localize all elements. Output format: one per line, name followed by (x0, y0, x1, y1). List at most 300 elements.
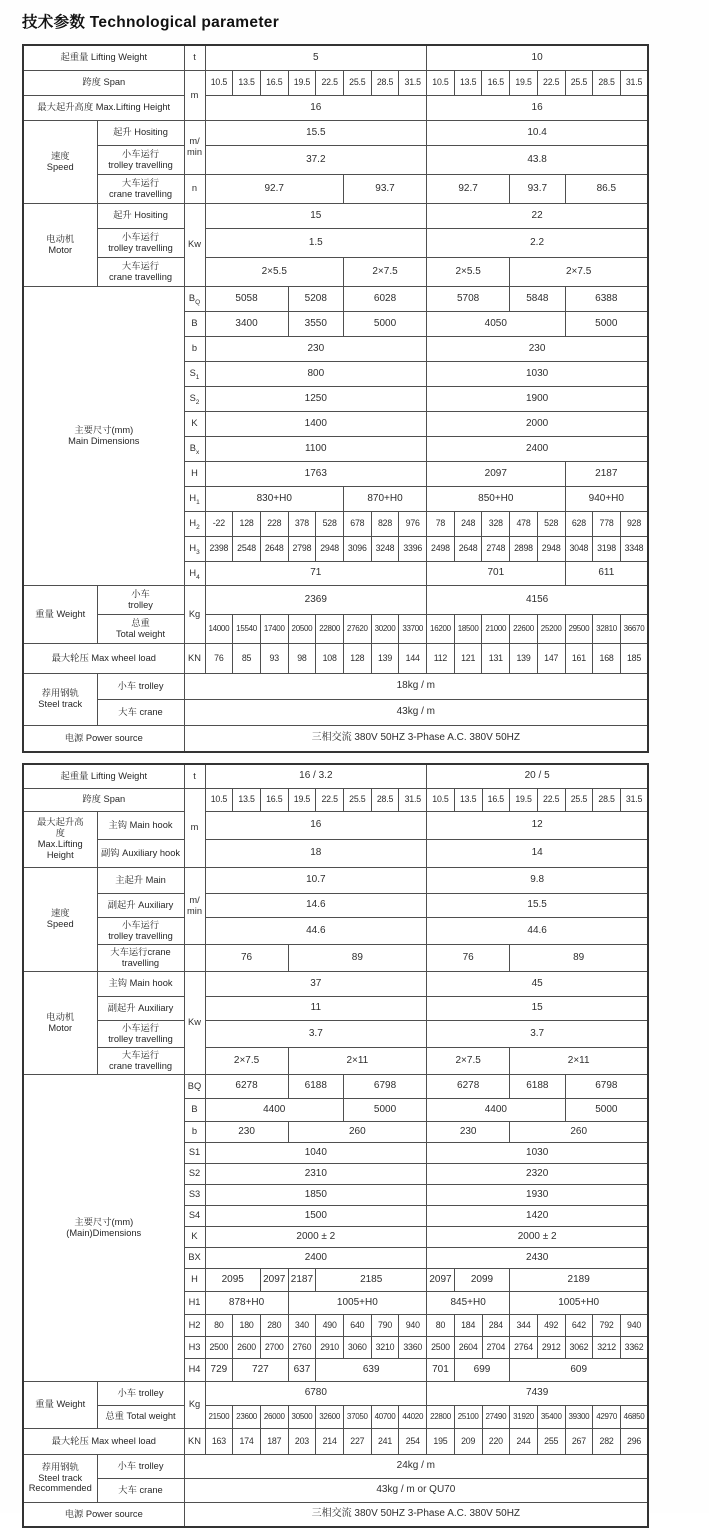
value-cell: 11 (205, 996, 427, 1020)
unit-cell: H3 (184, 1336, 205, 1358)
row-group-label: 重量 Weight (23, 585, 97, 643)
value-cell: 2000 (427, 411, 649, 436)
value-cell: 228 (260, 511, 288, 536)
value-cell: 340 (288, 1314, 316, 1336)
value-cell: 640 (343, 1314, 371, 1336)
value-cell: 628 (565, 511, 593, 536)
value-cell: 800 (205, 361, 427, 386)
value-cell: 850+H0 (427, 486, 565, 511)
value-cell: 22.5 (316, 70, 344, 95)
value-cell: 1250 (205, 386, 427, 411)
value-cell: 46850 (620, 1405, 648, 1428)
value-cell: 2898 (510, 536, 538, 561)
value-cell: 2369 (205, 585, 427, 614)
value-cell: 144 (399, 643, 427, 673)
value-cell: 230 (427, 336, 649, 361)
value-cell: 2095 (205, 1268, 260, 1291)
value-cell: 928 (620, 511, 648, 536)
value-cell: 80 (205, 1314, 233, 1336)
value-cell: 16.5 (260, 788, 288, 811)
value-cell: 25200 (537, 614, 565, 643)
value-cell: 209 (454, 1428, 482, 1454)
value-cell: 870+H0 (343, 486, 426, 511)
value-cell: 2648 (454, 536, 482, 561)
spec-table-16t-20t (22, 763, 649, 1528)
value-cell: 701 (427, 1358, 455, 1381)
row-label: 主钩 Main hook (97, 971, 184, 996)
value-cell: 20 / 5 (427, 764, 649, 788)
value-cell: 5 (205, 45, 427, 70)
row-label: 副起升 Auxiliary (97, 893, 184, 917)
value-cell: 845+H0 (427, 1291, 510, 1314)
value-cell: 44020 (399, 1405, 427, 1428)
row-label: 起升 Hositing (97, 120, 184, 145)
unit-cell: BX (184, 1247, 205, 1268)
value-cell: 6188 (510, 1074, 565, 1098)
value-cell: 98 (288, 643, 316, 673)
value-cell: 940 (620, 1314, 648, 1336)
value-cell: 13.5 (233, 70, 261, 95)
row-label: 小车 trolley (97, 673, 184, 699)
value-cell: 2948 (316, 536, 344, 561)
row-label: 大车运行 crane travelling (97, 1047, 184, 1074)
value-cell: 1420 (427, 1205, 649, 1226)
value-cell: 15 (205, 203, 427, 228)
value-cell: 92.7 (205, 174, 343, 203)
value-cell: 790 (371, 1314, 399, 1336)
value-cell: 31.5 (399, 788, 427, 811)
row-group-label: 荐用钢轨 Steel track Recommended (23, 1454, 97, 1502)
value-cell: 9.8 (427, 867, 649, 893)
unit-cell: H (184, 461, 205, 486)
page-title: 技术参数 Technological parameter (22, 14, 280, 31)
value-cell: 3060 (343, 1336, 371, 1358)
value-cell: 244 (510, 1428, 538, 1454)
row-label: 大车 crane (97, 699, 184, 725)
value-cell: 2099 (454, 1268, 509, 1291)
value-cell: 25.5 (565, 788, 593, 811)
value-cell: 18500 (454, 614, 482, 643)
value-cell: 2400 (205, 1247, 427, 1268)
value-cell: 14.6 (205, 893, 427, 917)
unit-cell: t (184, 45, 205, 70)
value-cell: 4156 (427, 585, 649, 614)
value-cell: 2320 (427, 1163, 649, 1184)
value-cell: 6278 (427, 1074, 510, 1098)
value-cell: 16.5 (482, 788, 510, 811)
value-cell: 248 (454, 511, 482, 536)
value-cell: 22800 (427, 1405, 455, 1428)
unit-cell: S4 (184, 1205, 205, 1226)
value-cell: 76 (205, 944, 288, 971)
value-cell: 10 (427, 45, 649, 70)
value-cell: 32600 (316, 1405, 344, 1428)
value-cell: 940 (399, 1314, 427, 1336)
row-label: 副钩 Auxiliary hook (97, 839, 184, 867)
value-cell: 230 (427, 1121, 510, 1142)
value-cell: 17400 (260, 614, 288, 643)
value-cell: 26000 (260, 1405, 288, 1428)
value-cell: 778 (593, 511, 621, 536)
value-cell: 492 (537, 1314, 565, 1336)
value-cell: 131 (482, 643, 510, 673)
row-group-label: 荐用钢轨 Steel track (23, 673, 97, 725)
value-cell: 33700 (399, 614, 427, 643)
value-cell: 22 (427, 203, 649, 228)
value-cell: 2700 (260, 1336, 288, 1358)
value-cell: 37 (205, 971, 427, 996)
value-cell: 2097 (427, 1268, 455, 1291)
value-cell: 528 (316, 511, 344, 536)
value-cell: 13.5 (454, 70, 482, 95)
value-cell: 71 (205, 561, 427, 585)
value-cell: 43.8 (427, 145, 649, 174)
value-cell: 44.6 (427, 917, 649, 944)
value-cell: 86.5 (565, 174, 648, 203)
value-cell: 2948 (537, 536, 565, 561)
value-cell: 2600 (233, 1336, 261, 1358)
unit-cell: $B_x$ (184, 436, 205, 461)
value-cell: 4400 (427, 1098, 565, 1121)
row-label: 小车运行 trolley travelling (97, 228, 184, 257)
value-cell: 792 (593, 1314, 621, 1336)
value-cell: 85 (233, 643, 261, 673)
unit-cell: H (184, 1268, 205, 1291)
value-cell: 22800 (316, 614, 344, 643)
value-cell: 14 (427, 839, 649, 867)
row-label: 大车 crane (97, 1478, 184, 1502)
value-cell: 15.5 (427, 893, 649, 917)
value-cell: 184 (454, 1314, 482, 1336)
value-cell: 1500 (205, 1205, 427, 1226)
value-cell: 31.5 (620, 788, 648, 811)
value-cell: 5000 (565, 1098, 648, 1121)
value-cell: 161 (565, 643, 593, 673)
value-cell: 1763 (205, 461, 427, 486)
value-cell: 220 (482, 1428, 510, 1454)
value-cell: 5208 (288, 286, 343, 311)
value-cell: 2.2 (427, 228, 649, 257)
row-label: 大车运行 crane travelling (97, 174, 184, 203)
value-cell: 80 (427, 1314, 455, 1336)
value-cell: 284 (482, 1314, 510, 1336)
value-cell: 3210 (371, 1336, 399, 1358)
row-group-label: 电动机 Motor (23, 971, 97, 1074)
row-group-label: 重量 Weight (23, 1381, 97, 1428)
value-cell: 230 (205, 336, 427, 361)
value-cell: 16 (427, 95, 649, 120)
value-cell: 22.5 (537, 70, 565, 95)
value-cell: 36670 (620, 614, 648, 643)
value-cell: 5848 (510, 286, 565, 311)
value-cell: 1030 (427, 1142, 649, 1163)
row-label: 起重量 Lifting Weight (23, 45, 184, 70)
value-cell: 260 (510, 1121, 648, 1142)
value-cell: 2498 (427, 536, 455, 561)
unit-cell: $S_1$ (184, 361, 205, 386)
value-cell: 19.5 (510, 788, 538, 811)
value-cell: 185 (620, 643, 648, 673)
unit-cell: K (184, 411, 205, 436)
row-label: 小车运行 trolley travelling (97, 1020, 184, 1047)
row-label: 小车 trolley (97, 1454, 184, 1478)
value-cell: 19.5 (288, 70, 316, 95)
unit-cell: m (184, 788, 205, 867)
value-cell: 147 (537, 643, 565, 673)
value-cell: 31.5 (620, 70, 648, 95)
value-cell: 6780 (205, 1381, 427, 1405)
unit-cell: b (184, 1121, 205, 1142)
value-cell: 3096 (343, 536, 371, 561)
unit-cell: $S_2$ (184, 386, 205, 411)
value-cell: 180 (233, 1314, 261, 1336)
unit-cell: n (184, 174, 205, 203)
row-group-label: 主要尺寸(mm) (Main)Dimensions (23, 1074, 184, 1381)
value-cell: 2310 (205, 1163, 427, 1184)
value-cell: 39300 (565, 1405, 593, 1428)
value-cell: 16 (205, 811, 427, 839)
value-cell: 1850 (205, 1184, 427, 1205)
value-cell: 108 (316, 643, 344, 673)
value-cell: 2748 (482, 536, 510, 561)
value-cell: 1040 (205, 1142, 427, 1163)
value-cell: 10.7 (205, 867, 427, 893)
value-cell: 31.5 (399, 70, 427, 95)
value-cell: 214 (316, 1428, 344, 1454)
unit-cell (184, 944, 205, 971)
value-cell: 10.4 (427, 120, 649, 145)
value-cell: 三相交流 380V 50HZ 3-Phase A.C. 380V 50HZ (184, 1502, 648, 1527)
value-cell: 6388 (565, 286, 648, 311)
value-cell: 4400 (205, 1098, 343, 1121)
unit-cell: $H_4$ (184, 561, 205, 585)
unit-cell: $B_Q$ (184, 286, 205, 311)
value-cell: 2910 (316, 1336, 344, 1358)
unit-cell: H2 (184, 1314, 205, 1336)
value-cell: 2400 (427, 436, 649, 461)
value-cell: 254 (399, 1428, 427, 1454)
value-cell: 1100 (205, 436, 427, 461)
value-cell: 10.5 (205, 70, 233, 95)
value-cell: 5058 (205, 286, 288, 311)
value-cell: 878+H0 (205, 1291, 288, 1314)
value-cell: 6188 (288, 1074, 343, 1098)
value-cell: 16 (205, 95, 427, 120)
row-label: 总重 Total weight (97, 1405, 184, 1428)
value-cell: 2398 (205, 536, 233, 561)
value-cell: 21000 (482, 614, 510, 643)
value-cell: 24kg / m (184, 1454, 648, 1478)
value-cell: 2×7.5 (343, 257, 426, 286)
value-cell: 2000 ± 2 (427, 1226, 649, 1247)
value-cell: 3362 (620, 1336, 648, 1358)
value-cell: 2187 (288, 1268, 316, 1291)
value-cell: 3248 (371, 536, 399, 561)
value-cell: 15.5 (205, 120, 427, 145)
unit-cell: BQ (184, 1074, 205, 1098)
row-label: 主起升 Main (97, 867, 184, 893)
value-cell: 2×7.5 (205, 1047, 288, 1074)
value-cell: 2097 (260, 1268, 288, 1291)
value-cell: 2548 (233, 536, 261, 561)
unit-cell: B (184, 1098, 205, 1121)
value-cell: 25.5 (565, 70, 593, 95)
unit-cell: S3 (184, 1184, 205, 1205)
value-cell: 2500 (205, 1336, 233, 1358)
value-cell: 37.2 (205, 145, 427, 174)
value-cell: 260 (288, 1121, 427, 1142)
spec-table-5t-10t (22, 44, 649, 753)
value-cell: 112 (427, 643, 455, 673)
value-cell: 28.5 (593, 788, 621, 811)
value-cell: 30500 (288, 1405, 316, 1428)
value-cell: 2798 (288, 536, 316, 561)
value-cell: -22 (205, 511, 233, 536)
value-cell: 92.7 (427, 174, 510, 203)
value-cell: 478 (510, 511, 538, 536)
row-label: 最大起升高度 Max.Lifting Height (23, 95, 184, 120)
value-cell: 678 (343, 511, 371, 536)
value-cell: 230 (205, 1121, 288, 1142)
unit-cell: $H_2$ (184, 511, 205, 536)
value-cell: 940+H0 (565, 486, 648, 511)
value-cell: 16 / 3.2 (205, 764, 427, 788)
value-cell: 21500 (205, 1405, 233, 1428)
value-cell: 22.5 (537, 788, 565, 811)
value-cell: 20500 (288, 614, 316, 643)
value-cell: 1900 (427, 386, 649, 411)
value-cell: 3198 (593, 536, 621, 561)
value-cell: 699 (454, 1358, 509, 1381)
value-cell: 3550 (288, 311, 343, 336)
value-cell: 280 (260, 1314, 288, 1336)
value-cell: 195 (427, 1428, 455, 1454)
value-cell: 3212 (593, 1336, 621, 1358)
unit-cell: K (184, 1226, 205, 1247)
value-cell: 3062 (565, 1336, 593, 1358)
value-cell: 78 (427, 511, 455, 536)
value-cell: 三相交流 380V 50HZ 3-Phase A.C. 380V 50HZ (184, 725, 648, 752)
value-cell: 18kg / m (184, 673, 648, 699)
unit-cell: Kw (184, 971, 205, 1074)
value-cell: 6798 (343, 1074, 426, 1098)
value-cell: 13.5 (454, 788, 482, 811)
value-cell: 344 (510, 1314, 538, 1336)
value-cell: 27620 (343, 614, 371, 643)
value-cell: 28.5 (371, 70, 399, 95)
value-cell: 37050 (343, 1405, 371, 1428)
value-cell: 3.7 (427, 1020, 649, 1047)
value-cell: 25100 (454, 1405, 482, 1428)
value-cell: 14000 (205, 614, 233, 643)
value-cell: 18 (205, 839, 427, 867)
value-cell: 121 (454, 643, 482, 673)
value-cell: 10.5 (205, 788, 233, 811)
value-cell: 16200 (427, 614, 455, 643)
value-cell: 2648 (260, 536, 288, 561)
row-label: 大车运行crane travelling (97, 944, 184, 971)
value-cell: 25.5 (343, 70, 371, 95)
value-cell: 2604 (454, 1336, 482, 1358)
row-group-label: 速度 Speed (23, 867, 97, 971)
unit-cell: m/ min (184, 867, 205, 944)
value-cell: 5000 (565, 311, 648, 336)
unit-cell: m/ min (184, 120, 205, 174)
value-cell: 830+H0 (205, 486, 343, 511)
row-label: 大车运行 crane travelling (97, 257, 184, 286)
value-cell: 139 (510, 643, 538, 673)
value-cell: 701 (427, 561, 565, 585)
value-cell: 4050 (427, 311, 565, 336)
value-cell: 5000 (343, 311, 426, 336)
unit-cell: t (184, 764, 205, 788)
value-cell: 32810 (593, 614, 621, 643)
value-cell: 128 (233, 511, 261, 536)
value-cell: 3.7 (205, 1020, 427, 1047)
row-group-label: 速度 Speed (23, 120, 97, 203)
unit-cell: Kg (184, 1381, 205, 1428)
value-cell: 2430 (427, 1247, 649, 1268)
unit-cell: H1 (184, 1291, 205, 1314)
row-label: 主钩 Main hook (97, 811, 184, 839)
value-cell: 727 (233, 1358, 288, 1381)
value-cell: 2×5.5 (427, 257, 510, 286)
unit-cell: B (184, 311, 205, 336)
unit-cell: S1 (184, 1142, 205, 1163)
value-cell: 89 (288, 944, 427, 971)
unit-cell: $H_1$ (184, 486, 205, 511)
value-cell: 35400 (537, 1405, 565, 1428)
value-cell: 2×11 (510, 1047, 648, 1074)
value-cell: 27490 (482, 1405, 510, 1428)
value-cell: 2185 (316, 1268, 427, 1291)
value-cell: 1005+H0 (510, 1291, 648, 1314)
row-label: 跨度 Span (23, 70, 184, 95)
value-cell: 227 (343, 1428, 371, 1454)
value-cell: 174 (233, 1428, 261, 1454)
unit-cell: Kw (184, 203, 205, 286)
value-cell: 2704 (482, 1336, 510, 1358)
value-cell: 28.5 (371, 788, 399, 811)
value-cell: 1.5 (205, 228, 427, 257)
value-cell: 43kg / m or QU70 (184, 1478, 648, 1502)
value-cell: 22600 (510, 614, 538, 643)
value-cell: 729 (205, 1358, 233, 1381)
value-cell: 2×7.5 (427, 1047, 510, 1074)
value-cell: 2000 ± 2 (205, 1226, 427, 1247)
value-cell: 282 (593, 1428, 621, 1454)
unit-cell: b (184, 336, 205, 361)
row-label: 副起升 Auxiliary (97, 996, 184, 1020)
unit-cell: $H_3$ (184, 536, 205, 561)
row-label: 电源 Power source (23, 725, 184, 752)
value-cell: 296 (620, 1428, 648, 1454)
value-cell: 12 (427, 811, 649, 839)
row-label: 电源 Power source (23, 1502, 184, 1527)
value-cell: 2097 (427, 461, 565, 486)
value-cell: 16.5 (260, 70, 288, 95)
value-cell: 31920 (510, 1405, 538, 1428)
value-cell: 7439 (427, 1381, 649, 1405)
value-cell: 2×11 (288, 1047, 427, 1074)
value-cell: 6278 (205, 1074, 288, 1098)
value-cell: 490 (316, 1314, 344, 1336)
value-cell: 3360 (399, 1336, 427, 1358)
value-cell: 976 (399, 511, 427, 536)
value-cell: 267 (565, 1428, 593, 1454)
value-cell: 25.5 (343, 788, 371, 811)
row-label: 总重 Total weight (97, 614, 184, 643)
